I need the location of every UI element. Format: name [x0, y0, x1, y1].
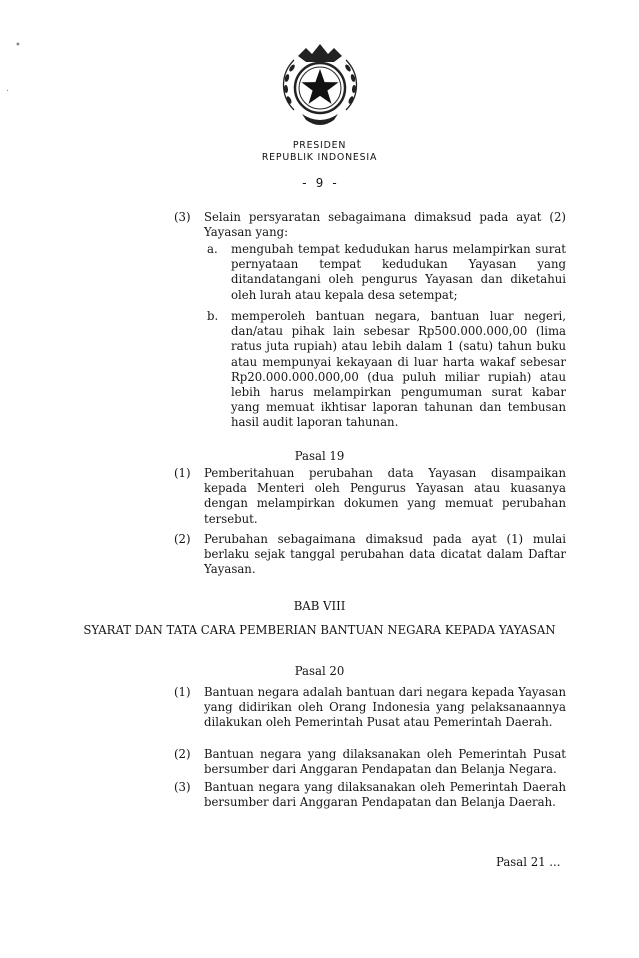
list-item-label: a. — [207, 242, 218, 256]
paragraph-text: Bantuan negara yang dilaksanakan oleh Pemerintah Pusat bersumber dari Anggaran Pendapatan dan Belanja Negara. — [204, 747, 566, 777]
paragraph-text: Pemberitahuan perubahan data Yayasan disampaikan kepada Menteri oleh Pengurus Yayasan atau kuasanya dengan melampirkan dokumen yang memuat perubahan tersebut. — [204, 466, 566, 526]
paragraph-text: Selain persyaratan sebagaimana dimaksud pada ayat (2) Yayasan yang: — [204, 210, 566, 240]
paragraph-number: (2) — [174, 532, 191, 546]
page-number: - 9 - — [300, 175, 339, 190]
header-title: PRESIDEN — [292, 140, 347, 151]
article-title: Pasal 20 — [294, 664, 345, 678]
paragraph-number: (1) — [174, 466, 191, 480]
chapter-subtitle: SYARAT DAN TATA CARA PEMBERIAN BANTUAN NEGARA KEPADA YAYASAN — [83, 623, 556, 637]
paragraph-text: Perubahan sebagaimana dimaksud pada ayat (1) mulai berlaku sejak tanggal perubahan data dicatat dalam Daftar Yayasan. — [204, 532, 566, 577]
paragraph-number: (3) — [174, 210, 191, 224]
article-title: Pasal 19 — [294, 449, 345, 463]
margin-speck: • — [15, 40, 21, 51]
list-item-text: memperoleh bantuan negara, bantuan luar negeri, dan/atau pihak lain sebesar Rp500.000.000,00 (lima ratus juta rupiah) atau lebih dalam 1 (satu) tahun buku atau mempunyai kekayaan di luar harta wakaf sebesar Rp20.000.000.000,00 (dua puluh miliar rupiah) atau lebih harus melampirkan pengumuman surat kabar yang memuat ikhtisar laporan tahunan dan tembusan hasil audit laporan tahunan. — [231, 309, 566, 430]
list-item-label: b. — [207, 309, 219, 323]
paragraph-number: (2) — [174, 747, 191, 761]
continuation-marker: Pasal 21 ... — [496, 855, 561, 869]
header-subtitle: REPUBLIK INDONESIA — [261, 152, 378, 163]
paragraph-text: Bantuan negara yang dilaksanakan oleh Pemerintah Daerah bersumber dari Anggaran Pendapatan dan Belanja Daerah. — [204, 780, 566, 810]
margin-speck: · — [6, 86, 10, 97]
paragraph-text: Bantuan negara adalah bantuan dari negara kepada Yayasan yang didirikan oleh Orang Indonesia yang pelaksanaannya dilakukan oleh Pemerintah Pusat atau Pemerintah Daerah. — [204, 685, 566, 730]
garuda-emblem-icon — [272, 40, 368, 136]
list-item-text: mengubah tempat kedudukan harus melampirkan surat pernyataan tempat kedudukan Yayasan yang ditandatangani oleh pengurus Yayasan dan diketahui oleh lurah atau kepala desa setempat; — [231, 242, 566, 302]
paragraph-number: (1) — [174, 685, 191, 699]
paragraph-number: (3) — [174, 780, 191, 794]
chapter-title: BAB VIII — [293, 599, 346, 613]
